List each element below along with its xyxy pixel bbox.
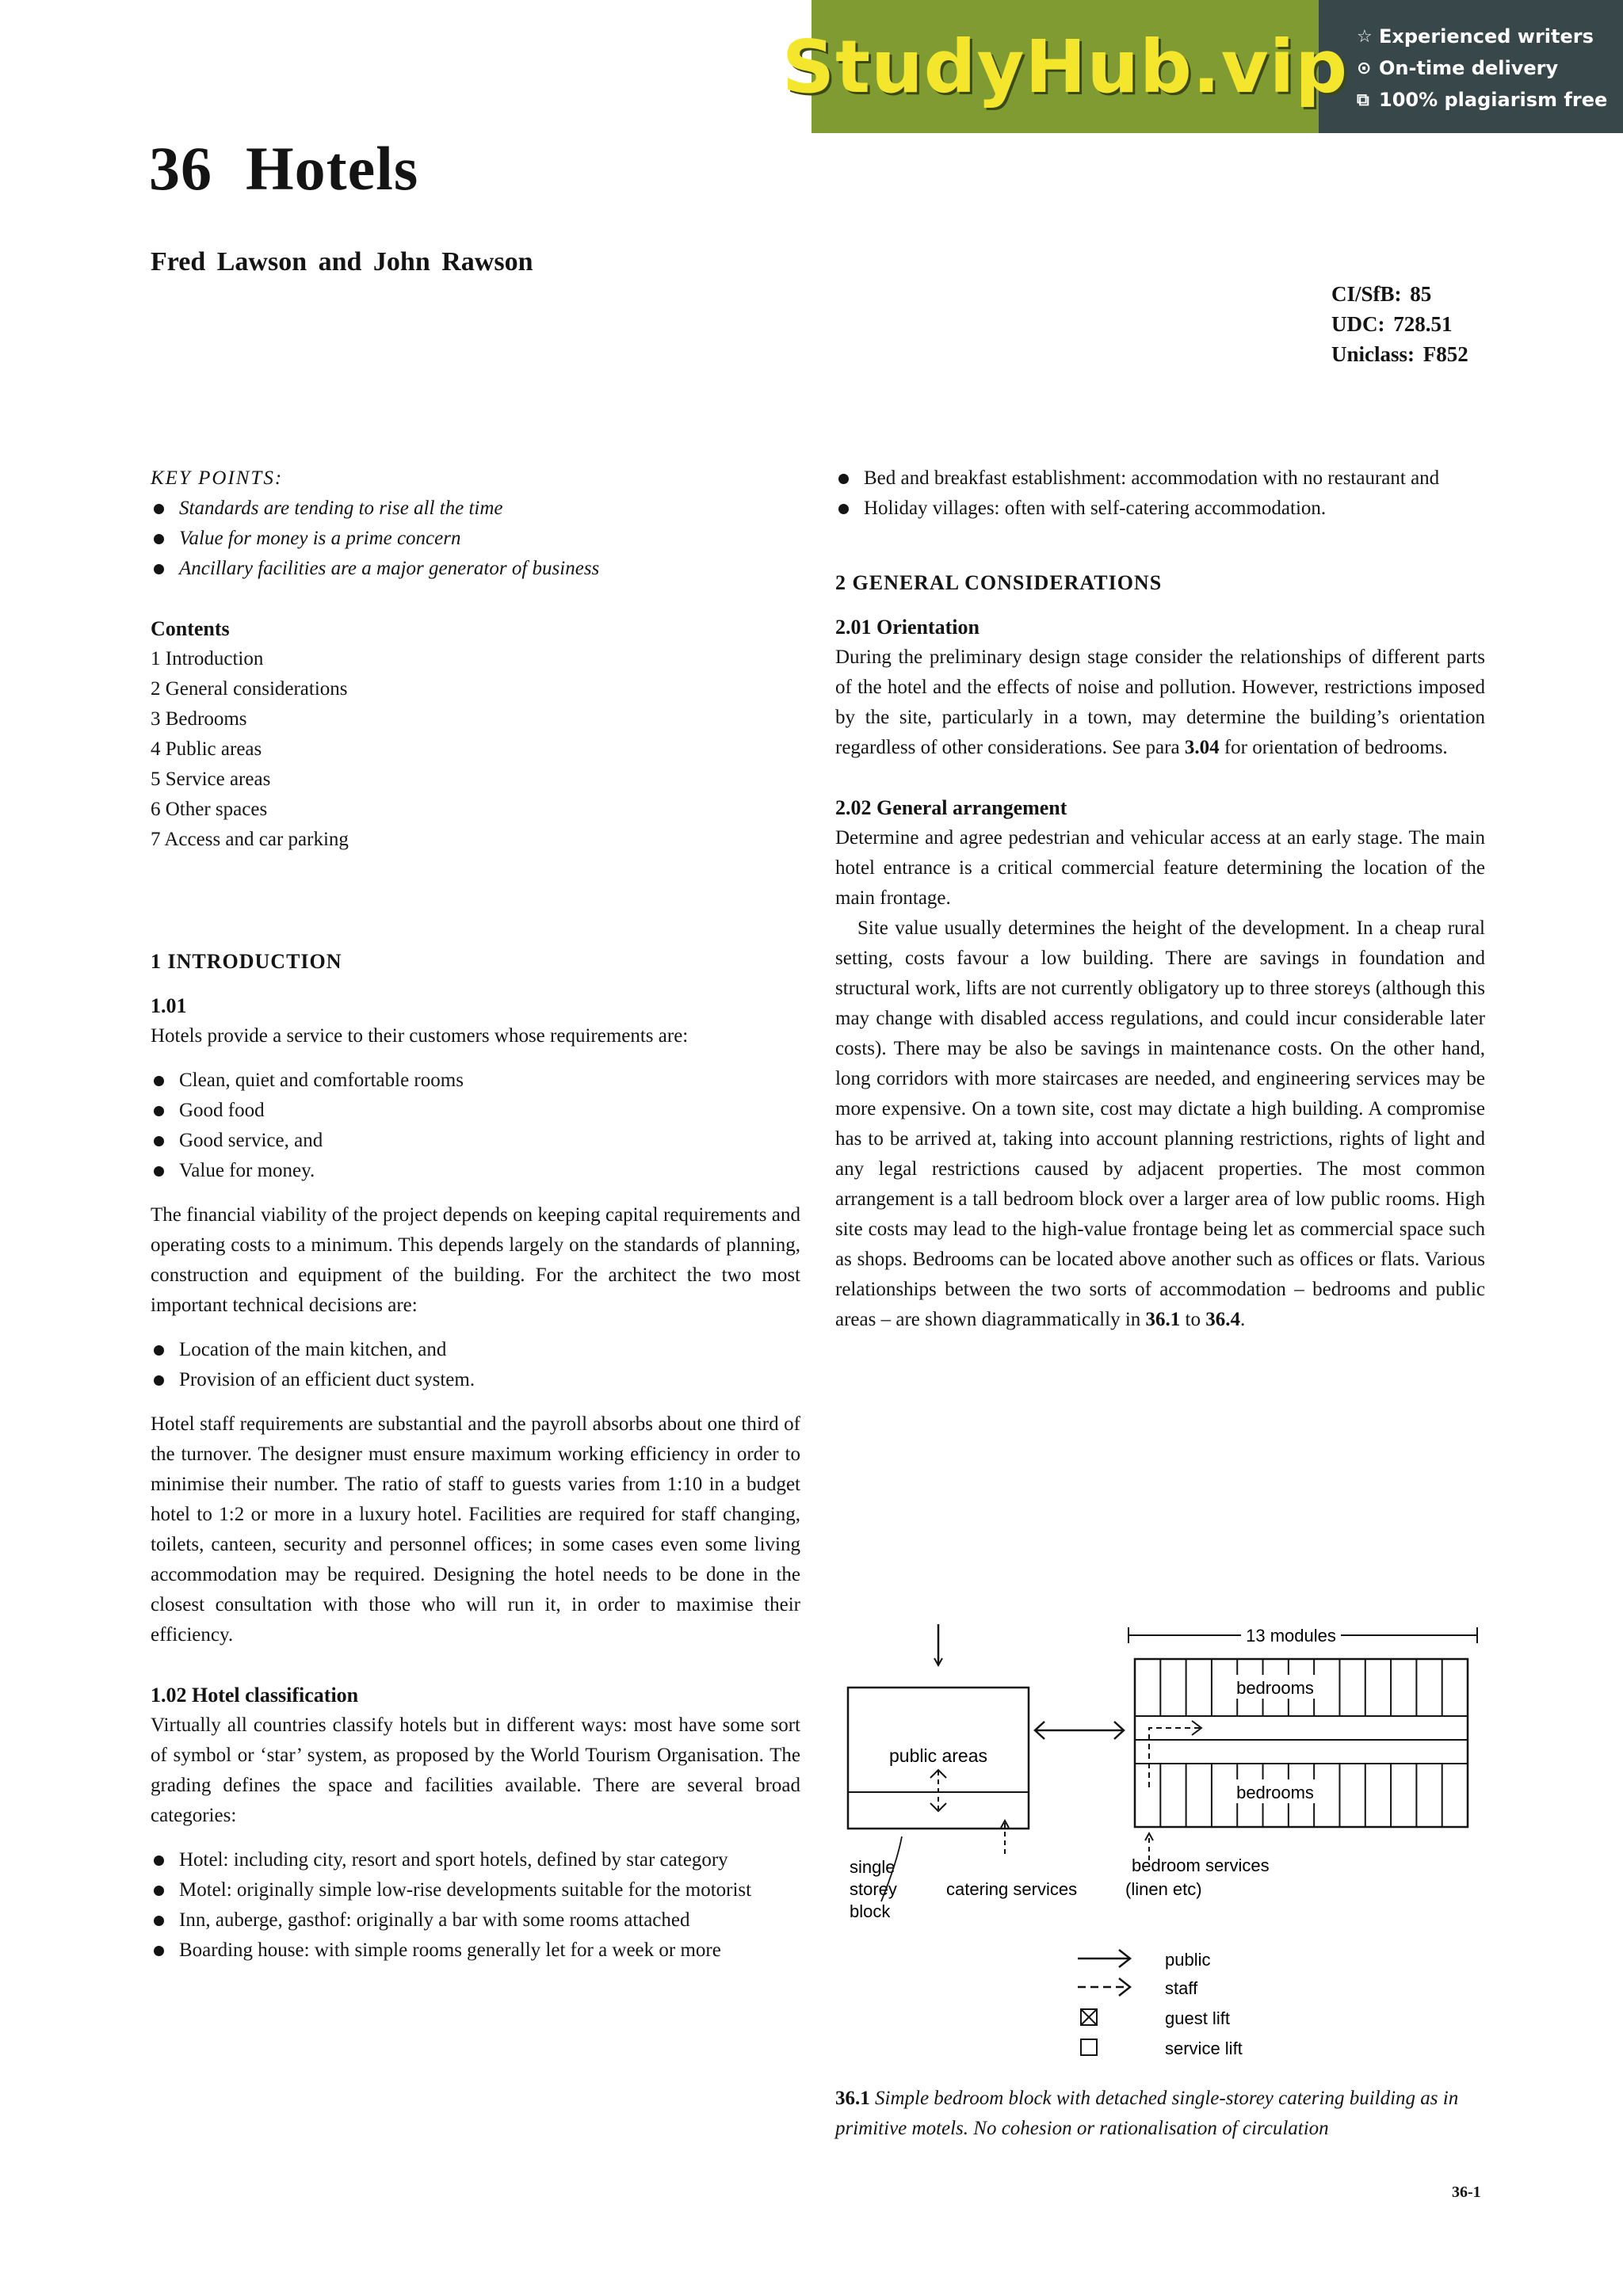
subsection-heading-1-02: 1.02 Hotel classification	[151, 1684, 359, 1707]
banner-feature-label: 100% plagiarism free	[1379, 89, 1608, 111]
list-item: Value for money is a prime concern	[151, 524, 800, 554]
paragraph: Virtually all countries classify hotels but in different ways: most have some sort of symbol or ‘star’ system, as proposed by the World Tourism Organisation. The grading defines the space and facilities available. There are several broad categories:	[151, 1714, 800, 1826]
uniclass-code: Uniclass: F852	[1331, 342, 1468, 366]
contents-item: 4 Public areas	[151, 738, 262, 760]
star-icon: ☆	[1357, 26, 1373, 47]
clock-icon: ⊙	[1357, 58, 1372, 78]
paragraph: The financial viability of the project depends on keeping capital requirements and operating costs to a minimum. This depends largely on the standards of planning, construction and equipment of the building. For the architect the two most important technical decisions are:	[151, 1204, 800, 1316]
single-label: single	[850, 1857, 896, 1877]
caption-number: 36.1	[835, 2088, 870, 2109]
paragraph: During the preliminary design stage consider the relationships of different parts of the hotel and the effects of noise and pollution. However, restrictions imposed by the site, particularly in a town, may determine the building’s orientation regardless of other considerations. See para 3.04 for orientation of bedrooms.	[835, 646, 1485, 758]
figure-36-1	[835, 1608, 1501, 2092]
contents-item: 2 General considerations	[151, 678, 348, 700]
advert-banner[interactable]	[781, 0, 1623, 133]
banner-features	[1319, 0, 1623, 133]
list-item: Location of the main kitchen, and	[151, 1335, 800, 1365]
figure-reference: 36.1	[1145, 1309, 1181, 1330]
list-item: Inn, auberge, gasthof: originally a bar with some rooms attached	[151, 1905, 800, 1936]
key-points-label: KEY POINTS:	[151, 467, 284, 489]
legend	[1078, 1950, 1243, 2058]
figure-reference: 36.4	[1205, 1309, 1240, 1330]
chapter-title	[149, 133, 418, 204]
catering-services-label: catering services	[946, 1879, 1078, 1899]
list-item: Motel: originally simple low-rise developments suitable for the motorist	[151, 1875, 800, 1905]
requirements-list	[151, 1066, 800, 1186]
studyhub-logo: StudyHub.vip	[781, 24, 1349, 109]
public-areas-label: public areas	[888, 1745, 988, 1766]
staff-corridor-route	[1149, 1728, 1200, 1787]
bedrooms-label-bottom: bedrooms	[1236, 1783, 1314, 1802]
paragraph: Hotel staff requirements are substantial and the payroll absorbs about one third of the turnover. The designer must ensure maximum working efficiency in order to minimise their number. The ratio of staff to guests varies from 1:10 in a budget hotel to 1:2 or more in a luxury hotel. Facilities are required for staff changing, toilets, canteen, security and personnel offices; in some cases even some living accommodation may be required. Designing the hotel needs to be done in the closest consultation with those who will run it, in order to maximise their efficiency.	[151, 1413, 800, 1646]
legend-service-lift: service lift	[1165, 2039, 1243, 2058]
contents-list	[151, 644, 800, 855]
service-lift-icon	[1081, 2039, 1097, 2055]
storey-label: storey	[850, 1879, 897, 1899]
paragraph: Site value usually determines the height of the development. In a cheap rural setting, costs favour a low building. There are savings in foundation and structural work, lifts are not currently obligatory up to three storeys (although this may change with disabled access regulations, and could incur considerable later costs). There may be also be savings in maintenance costs. On the other hand, long corridors with more staircases are needed, and engineering services may be more expensive. On a town site, cost may dictate a high building. A compromise has to be arrived at, taking into account planning restrictions, rights of light and any legal restrictions caused by adjacent properties. The most common arrangement is a tall bedroom block over a larger area of low public rooms. High site costs may lead to the high-value frontage being let as commercial space such as shops. Bedrooms can be located above another such as offices or flats. Various relationships between the two sorts of accommodation – bedrooms and public areas – are shown diagrammatically in 36.1 to 36.4.	[835, 917, 1485, 1330]
list-item: Boarding house: with simple rooms generally let for a week or more	[151, 1936, 800, 1966]
list-item: Standards are tending to rise all the time	[151, 494, 800, 524]
block-label: block	[850, 1901, 891, 1921]
list-item: Hotel: including city, resort and sport hotels, defined by star category	[151, 1845, 800, 1875]
bedroom-services-label: bedroom services	[1132, 1855, 1270, 1875]
caption-text: Simple bedroom block with detached single-storey catering building as in primitive motels. No cohesion or rationalisation of circulation	[835, 2088, 1459, 2139]
paragraph: Determine and agree pedestrian and vehicular access at an early stage. The main hotel entrance is a critical commercial feature determining the location of the main frontage.	[835, 827, 1485, 909]
subsection-heading-2-01: 2.01 Orientation	[835, 616, 980, 639]
list-item: Ancillary facilities are a major generator of business	[151, 554, 800, 584]
diagram	[835, 1608, 1501, 2092]
banner-feature-label: On-time delivery	[1379, 57, 1559, 79]
page-number: 36-1	[1452, 2183, 1481, 2201]
list-item: Clean, quiet and comfortable rooms	[151, 1066, 800, 1096]
legend-guest-lift: guest lift	[1165, 2008, 1230, 2028]
list-item: Good service, and	[151, 1126, 800, 1156]
contents-item: 1 Introduction	[151, 648, 264, 669]
figure-caption	[835, 2084, 1485, 2144]
list-item: Bed and breakfast establishment: accommodation with no restaurant and	[835, 463, 1485, 494]
list-item: Good food	[151, 1096, 800, 1126]
section-heading-introduction: 1 INTRODUCTION	[151, 950, 342, 973]
right-column	[835, 463, 1485, 1335]
contents-item: 3 Bedrooms	[151, 708, 247, 730]
legend-public: public	[1165, 1950, 1211, 1970]
banner-logo-area	[781, 0, 1349, 133]
contents-heading: Contents	[151, 617, 230, 640]
cisfb-code: CI/SfB: 85	[1331, 282, 1432, 306]
hotel-categories-list-continued	[835, 463, 1485, 524]
classification-codes	[1331, 279, 1468, 369]
document-icon: ⧉	[1357, 90, 1369, 110]
list-item: Holiday villages: often with self-catering accommodation.	[835, 494, 1485, 524]
banner-feature	[1357, 21, 1623, 52]
section-heading-general: 2 GENERAL CONSIDERATIONS	[835, 571, 1163, 594]
modules-label: 13 modules	[1246, 1626, 1336, 1646]
cross-reference: 3.04	[1184, 737, 1220, 758]
bedrooms-label-top: bedrooms	[1236, 1678, 1314, 1698]
list-item: Provision of an efficient duct system.	[151, 1365, 800, 1395]
authors: Fred Lawson and John Rawson	[151, 247, 533, 277]
subsection-heading-1-01: 1.01	[151, 994, 187, 1017]
list-item: Value for money.	[151, 1156, 800, 1186]
key-points-list	[151, 494, 800, 584]
technical-decisions-list	[151, 1335, 800, 1395]
contents-item: 5 Service areas	[151, 769, 271, 790]
paragraph: Hotels provide a service to their customers whose requirements are:	[151, 1025, 689, 1047]
banner-feature	[1357, 52, 1623, 84]
linen-label: (linen etc)	[1125, 1879, 1202, 1899]
udc-code: UDC: 728.51	[1331, 312, 1453, 336]
banner-feature	[1357, 84, 1623, 116]
chapter-number: 36	[149, 134, 212, 203]
subsection-heading-2-02: 2.02 General arrangement	[835, 796, 1067, 819]
legend-staff: staff	[1165, 1978, 1198, 1998]
banner-feature-label: Experienced writers	[1379, 25, 1594, 48]
contents-item: 6 Other spaces	[151, 799, 268, 820]
chapter-title-text: Hotels	[246, 134, 419, 203]
contents-item: 7 Access and car parking	[151, 829, 349, 850]
hotel-categories-list	[151, 1845, 800, 1966]
left-column	[151, 463, 800, 1966]
